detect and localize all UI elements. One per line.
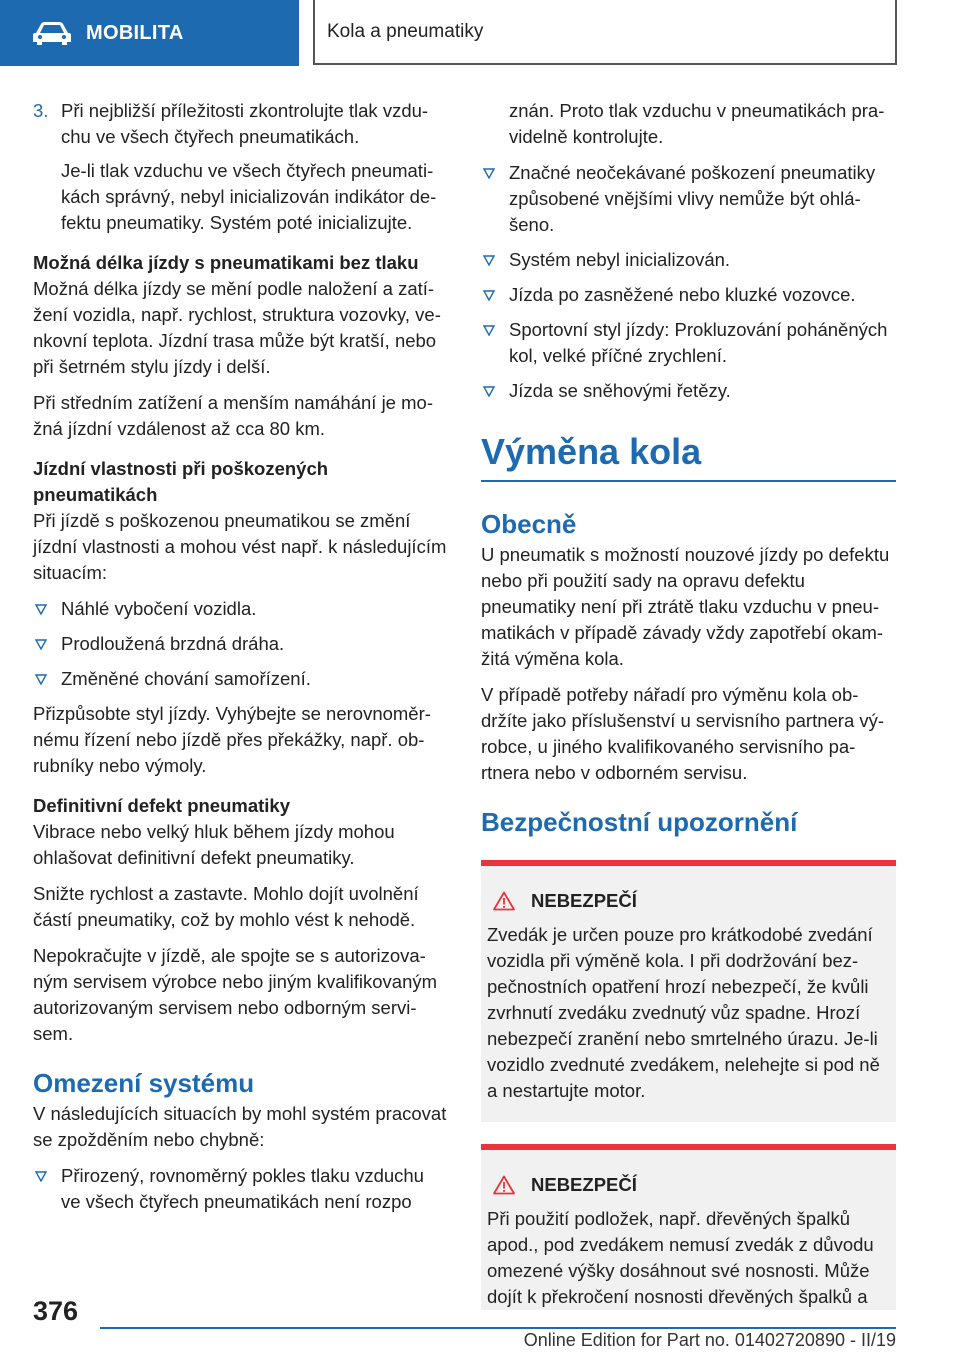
subheading-range: Možná délka jízdy s pneumatikami bez tlaku bbox=[33, 252, 419, 273]
paragraph: U pneumatik s možností nouzové jízdy po defektu nebo při použití sady na opravu defektu pneumatiky není při ztrátě tlaku vzduchu v pneumatikách v případě závady vždy zapotřebí okamžitá výměna kola. bbox=[481, 544, 890, 669]
step-3 bbox=[33, 98, 448, 236]
footer-divider bbox=[100, 1327, 896, 1329]
paragraph: Nepokračujte v jízdě, ale spojte se s autorizovaným servisem výrobce nebo jiným kvalifikovaným autorizovaným servisem nebo odborným servisem. bbox=[33, 945, 438, 1044]
danger-title: NEBEZPEČÍ bbox=[531, 890, 637, 911]
danger-text: Při použití podložek, např. dřevěných špalků apod., pod zvedákem nemusí zvedák z důvodu omezené výšky dosáhnout své nosnosti. Může dojít k překročení nosnosti dřevěných špalků a bbox=[487, 1208, 874, 1307]
triangle-bullet-icon bbox=[35, 639, 47, 650]
list-item-text: Přirozený, rovnoměrný pokles tlaku vzduchu ve všech čtyřech pneumatikách není rozpo bbox=[61, 1165, 424, 1212]
danger-box bbox=[481, 1144, 896, 1310]
bullet-list bbox=[481, 160, 896, 404]
danger-text: Zvedák je určen pouze pro krátkodobé zvedání vozidla při výměně kola. I při dodržování bezpečnostních opatření hrozí nebezpečí, že kvůli zvrhnutí zvedáku zvednutý vůz spadne. Hrozí nebezpečí zranění nebo smrtelného úrazu. Je-li vozidlo zvednuté zvedákem, nelehejte si pod ně a nestartujte motor. bbox=[487, 924, 880, 1101]
subheading-defect: Definitivní defekt pneumatiky bbox=[33, 795, 290, 816]
heading-system-limits: Omezení systému bbox=[33, 1068, 255, 1098]
triangle-bullet-icon bbox=[483, 255, 495, 266]
list-item bbox=[33, 666, 448, 692]
section-label: MOBILITA bbox=[86, 21, 184, 44]
paragraph: Snižte rychlost a zastavte. Mohlo dojít uvolnění částí pneumatiky, což by mohlo vést k nehodě. bbox=[33, 883, 419, 930]
list-item-text: Náhlé vybočení vozidla. bbox=[61, 598, 257, 619]
list-item-text: Značné neočekávané poškození pneumatiky způsobené vnějšími vlivy nemůže být ohlášeno. bbox=[509, 162, 876, 235]
list-item-text: Jízda se sněhovými řetězy. bbox=[509, 380, 731, 401]
triangle-bullet-icon bbox=[483, 386, 495, 397]
subheading-handling: Jízdní vlastnosti při poškozených pneumatikách bbox=[33, 458, 329, 505]
page-number: 376 bbox=[33, 1296, 79, 1326]
continued-text: znán. Proto tlak vzduchu v pneumatikách pravidelně kontrolujte. bbox=[509, 100, 885, 147]
section-tab[interactable] bbox=[0, 0, 299, 66]
list-item-text: Prodloužená brzdná dráha. bbox=[61, 633, 285, 654]
list-item-text: Sportovní styl jízdy: Prokluzování poháněných kol, velké příčné zrychlení. bbox=[509, 319, 888, 366]
list-item bbox=[481, 317, 896, 369]
bullet-list bbox=[33, 1163, 448, 1215]
paragraph: V případě potřeby nářadí pro výměnu kola obdržíte jako příslušenství u servisního partnera výrobce, u jiného kvalifikovaného servisního partnera nebo v odborném servisu. bbox=[481, 684, 885, 783]
list-item bbox=[481, 282, 896, 308]
step-number: 3. bbox=[33, 100, 49, 121]
triangle-bullet-icon bbox=[35, 1171, 47, 1182]
bullet-list bbox=[33, 596, 448, 692]
paragraph: Přizpůsobte styl jízdy. Vyhýbejte se nerovnoměrnému řízení nebo jízdě přes překážky, např. obrubníky nebo výmoly. bbox=[33, 703, 431, 776]
triangle-bullet-icon bbox=[483, 325, 495, 336]
list-item-text: Jízda po zasněžené nebo kluzké vozovce. bbox=[509, 284, 856, 305]
list-item bbox=[33, 596, 448, 622]
list-item bbox=[33, 1163, 448, 1215]
triangle-bullet-icon bbox=[483, 290, 495, 301]
paragraph: Při středním zatížení a menším namáhání je možná jízdní vzdálenost až cca 80 km. bbox=[33, 392, 433, 439]
step-note: Je-li tlak vzduchu ve všech čtyřech pneumatikách správný, nebyl inicializován indikátor defektu pneumatiky. Systém poté inicializujte. bbox=[61, 160, 437, 233]
list-item bbox=[481, 160, 896, 238]
car-icon bbox=[32, 19, 72, 47]
left-column bbox=[33, 98, 448, 1224]
danger-box bbox=[481, 860, 896, 1122]
chapter-tab[interactable] bbox=[313, 0, 897, 65]
page-header bbox=[0, 0, 960, 66]
triangle-bullet-icon bbox=[35, 674, 47, 685]
list-item-text: Systém nebyl inicializován. bbox=[509, 249, 731, 270]
list-item bbox=[33, 631, 448, 657]
paragraph: Při jízdě s poškozenou pneumatikou se změní jízdní vlastnosti a mohou vést např. k následujícím situacím: bbox=[33, 510, 447, 583]
edition-text: Online Edition for Part no. 01402720890 - II/19 bbox=[523, 1330, 896, 1350]
heading-general: Obecně bbox=[481, 509, 577, 539]
paragraph: V následujících situacích by mohl systém pracovat se zpožděním nebo chybně: bbox=[33, 1103, 447, 1150]
heading-safety-notes: Bezpečnostní upozornění bbox=[481, 807, 798, 837]
chapter-label: Kola a pneumatiky bbox=[327, 20, 484, 42]
triangle-bullet-icon bbox=[35, 604, 47, 615]
triangle-bullet-icon bbox=[483, 168, 495, 179]
list-item-text: Změněné chování samořízení. bbox=[61, 668, 311, 689]
danger-header bbox=[487, 1172, 888, 1198]
step-text: Při nejbližší příležitosti zkontrolujte tlak vzduchu ve všech čtyřech pneumatikách. bbox=[61, 100, 429, 147]
warning-triangle-icon bbox=[493, 1175, 515, 1195]
list-item bbox=[481, 378, 896, 404]
paragraph: Vibrace nebo velký hluk během jízdy mohou ohlašovat definitivní defekt pneumatiky. bbox=[33, 821, 395, 868]
paragraph: Možná délka jízdy se mění podle naložení a zatížení vozidla, např. rychlost, struktura vozovky, venkovní teplota. Jízdní trasa může být kratší, nebo při šetrném stylu jízdy i delší. bbox=[33, 278, 441, 377]
danger-title: NEBEZPEČÍ bbox=[531, 1174, 637, 1195]
right-column bbox=[481, 98, 896, 1310]
danger-header bbox=[487, 888, 888, 914]
heading-wheel-change: Výměna kola bbox=[481, 430, 896, 482]
warning-triangle-icon bbox=[493, 891, 515, 911]
list-item bbox=[481, 247, 896, 273]
